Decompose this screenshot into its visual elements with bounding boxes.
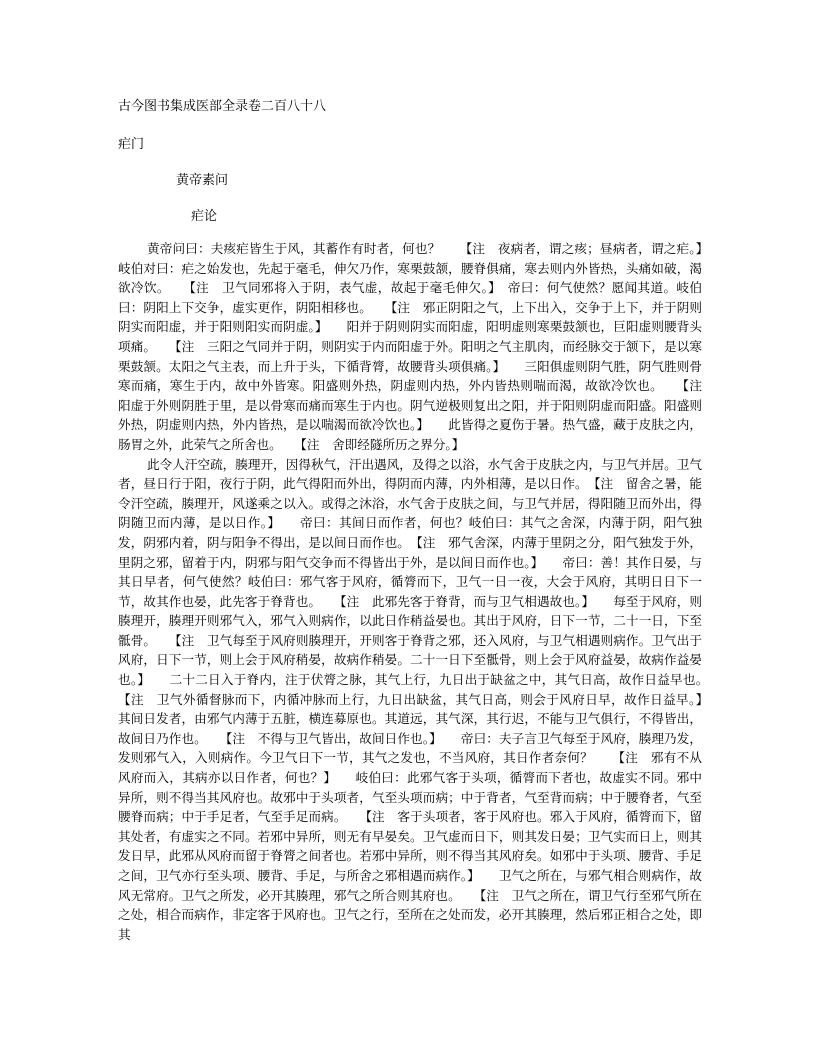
book-title: 古今图书集成医部全录卷二百八十八 [118, 99, 327, 114]
body-text [118, 239, 728, 944]
source-heading: 黄帝素问 [176, 173, 229, 188]
section-heading: 疟门 [118, 137, 145, 152]
paragraph: 黄帝问曰：夫痎疟皆生于风，其蓄作有时者，何也？ 【注 夜病者，谓之痎；昼病者，谓之疟。】 岐伯对曰：疟之始发也，先起于毫毛，伸欠乃作，寒栗鼓颔，腰脊俱痛，寒去则内外皆热，头痛如破，渴欲冷饮。 【注 卫气同邪将入于阴，表气虚，故起于毫毛伸欠。】 帝曰：何气使然？愿闻其道。岐伯曰：阴阳上下交争，虚实更作，阴阳相移也。 【注 邪正阴阳之气，上下出入，交争于上下，并于阴则阴实而阳虚，并于阳则阳实而阴虚。】 阳并于阴则阴实而阳虚，阳明虚则寒栗鼓颔也，巨阳虚则腰背头项痛。 【注 三阳之气同并于阴，则阴实于内而阳虚于外。阳明之气主肌肉，而经脉交于颔下，是以寒栗鼓颔。太阳之气主表，而上升于头，下循背膂，故腰背头项俱痛。】 三阳俱虚则阴气胜，阴气胜则骨寒而痛，寒生于内，故中外皆寒。阳盛则外热，阴虚则内热，外内皆热则喘而渴，故欲冷饮也。 【注 阳虚于外则阴胜于里，是以骨寒而痛而寒生于内也。阴气逆极则复出之阳，并于阳则阴虚而阳盛。阳盛则外热，阴虚则内热，外内皆热，是以喘渴而欲冷饮也。】 此皆得之夏伤于暑。热气盛，藏于皮肤之内，肠胃之外，此荣气之所舍也。 【注 舍即经隧所历之界分。】 [118, 241, 728, 452]
chapter-heading: 疟论 [191, 209, 218, 224]
paragraph: 此令人汗空疏，腠理开，因得秋气，汗出遇风，及得之以浴，水气舍于皮肤之内，与卫气并居。卫气者，昼日行于阳，夜行于阴，此气得阳而外出，得阴而内薄，内外相薄，是以日作。 【注 留舍之暑，能令汗空疏，腠理开，风遂乘之以入。或得之沐浴，水气舍于皮肤之间，与卫气并居，得阳随卫而外出，得阴随卫而内薄，是以日作。】 帝曰：其间日而作者，何也？岐伯曰：其气之舍深，内薄于阴，阳气独发，阴邪内着，阴与阳争不得出，是以间日而作也。 【注 邪气舍深，内薄于里阴之分，阳气独发于外，里阴之邪，留着于内，阴邪与阳气交争而不得皆出于外，是以间日而作也。】 帝曰：善！其作日晏，与其日早者，何气使然？岐伯曰：邪气客于风府，循膂而下，卫气一日一夜，大会于风府，其明日日下一节，故其作也晏，此先客于脊背也。 【注 此邪先客于脊背，而与卫气相遇故也。】 每至于风府，则腠理开，腠理开则邪气入，邪气入则病作，以此日作稍益晏也。其出于风府，日下一节，二十一日，下至骶骨。 【注 卫气每至于风府则腠理开，开则客于脊背之邪，还入风府，与卫气相遇则病作。卫气出于风府，日下一节，则上会于风府稍晏，故病作稍晏。二十一日下至骶骨，则上会于风府益晏，故病作益晏也。】 二十二日入于脊内，注于伏膂之脉，其气上行，九日出于缺盆之中，其气日高，故作日益早也。 【注 卫气外循督脉而下，内循冲脉而上行，九日出缺盆，其气日高，则会于风府日早，故作日益早。】 其间日发者，由邪气内薄于五脏，横连募原也。其道远，其气深，其行迟，不能与卫气俱行，不得皆出，故间日乃作也。 【注 不得与卫气皆出，故间日作也。】 帝曰：夫子言卫气每至于风府，腠理乃发，发则邪气入，入则病作。今卫气日下一节，其气之发也，不当风府，其日作者奈何？ 【注 邪有不从风府而入，其病亦以日作者，何也？】 岐伯曰：此邪气客于头项，循膂而下者也，故虚实不同。邪中异所，则不得当其风府也。故邪中于头项者，气至头项而病；中于背者，气至背而病；中于腰脊者，气至腰脊而病；中于手足者，气至手足而病。 【注 客于头项者，客于风府也。邪入于风府，循膂而下，留其处者，有虚实之不同。若邪中异所，则无有早晏矣。卫气虚而日下，则其发日晏；卫气实而日上，则其发日早，此邪从风府而留于脊膂之间者也。若邪中异所，则不得当其风府矣。如邪中于头项、腰背、手足之间，卫气亦行至头项、腰背、手足，与所舍之邪相遇而病作。】 卫气之所在，与邪气相合则病作，故风无常府。卫气之所发，必开其腠理，邪气之所合则其府也。 【注 卫气之所在，谓卫气行至邪气所在之处，相合而病作，非定客于风府也。卫气之行，至所在之处而发，必开其腠理，然后邪正相合之处，即其 [118, 456, 728, 942]
